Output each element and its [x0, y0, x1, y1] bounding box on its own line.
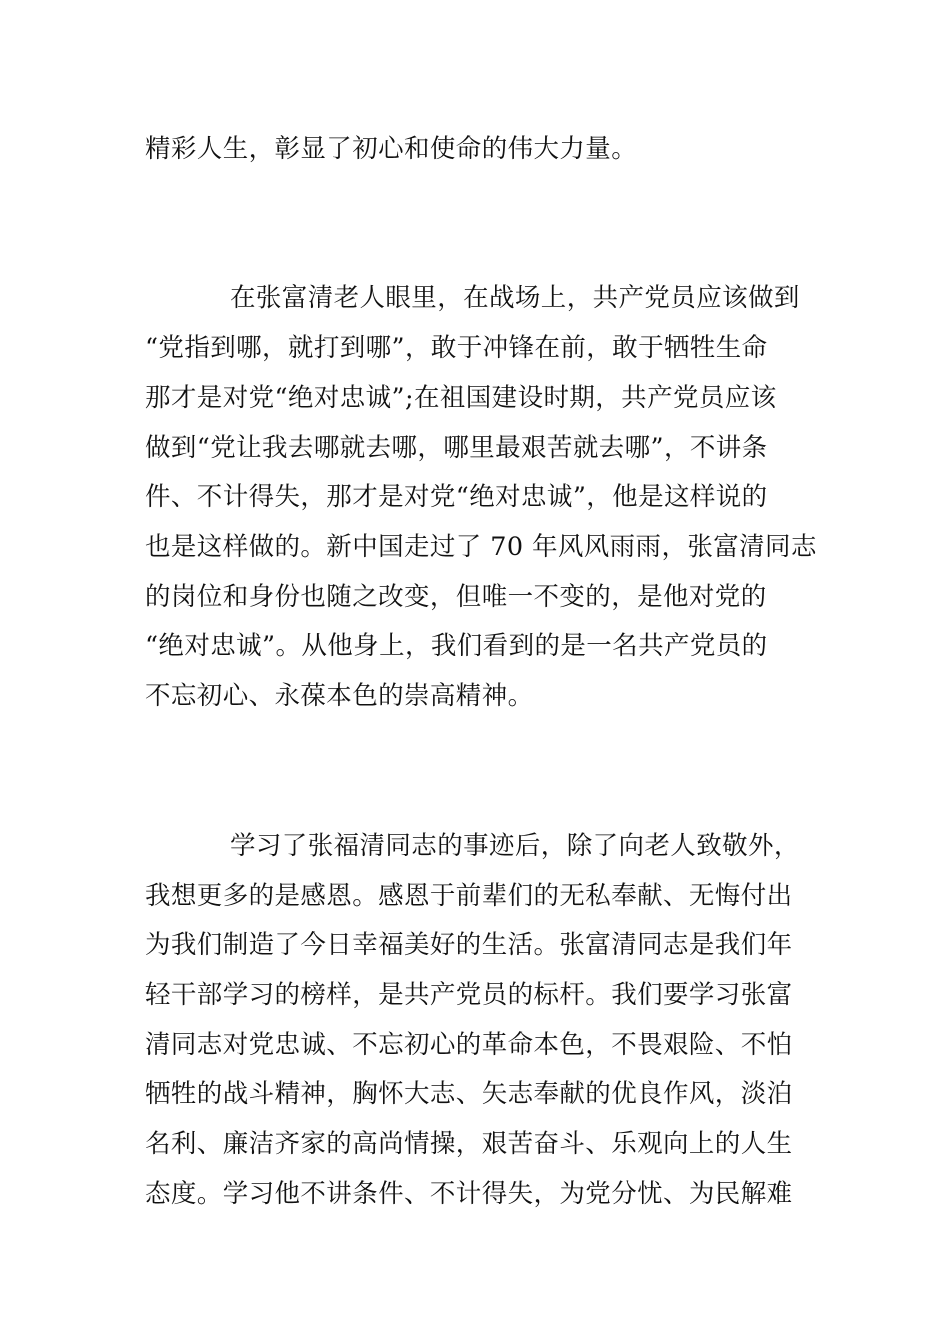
- text-line: 件、不计得失，那才是对党“绝对忠诚”，他是这样说的: [145, 482, 768, 512]
- text-line: 也是这样做的。新中国走过了 70 年风风雨雨，张富清同志: [145, 532, 817, 562]
- text-line: 名利、廉洁齐家的高尚情操，艰苦奋斗、乐观向上的人生: [145, 1129, 793, 1159]
- text-line: 学习了张福清同志的事迹后，除了向老人致敬外，: [230, 831, 800, 861]
- text-line: 清同志对党忠诚、不忘初心的革命本色，不畏艰险、不怕: [145, 1030, 793, 1060]
- text-line: 为我们制造了今日幸福美好的生活。张富清同志是我们年: [145, 930, 793, 960]
- text-line: 做到“党让我去哪就去哪，哪里最艰苦就去哪”，不讲条: [145, 433, 768, 463]
- text-line: 轻干部学习的榜样，是共产党员的标杆。我们要学习张富: [145, 980, 793, 1010]
- text-line: “绝对忠诚”。从他身上，我们看到的是一名共产党员的: [145, 631, 768, 661]
- text-line: 精彩人生，彰显了初心和使命的伟大力量。: [145, 134, 638, 164]
- text-line: 不忘初心、永葆本色的崇高精神。: [145, 681, 534, 711]
- text-line: “党指到哪，就打到哪”，敢于冲锋在前，敢于牺牲生命: [145, 333, 768, 363]
- text-line: 我想更多的是感恩。感恩于前辈们的无私奉献、无悔付出: [145, 881, 793, 911]
- text-line: 在张富清老人眼里，在战场上，共产党员应该做到: [230, 283, 800, 313]
- text-line: 那才是对党“绝对忠诚”;在祖国建设时期，共产党员应该: [145, 383, 777, 413]
- text-line: 的岗位和身份也随之改变，但唯一不变的，是他对党的: [145, 582, 767, 612]
- text-line: 牺牲的战斗精神，胸怀大志、矢志奉献的优良作风，淡泊: [145, 1079, 793, 1109]
- text-line: 态度。学习他不讲条件、不计得失，为党分忧、为民解难: [145, 1179, 793, 1209]
